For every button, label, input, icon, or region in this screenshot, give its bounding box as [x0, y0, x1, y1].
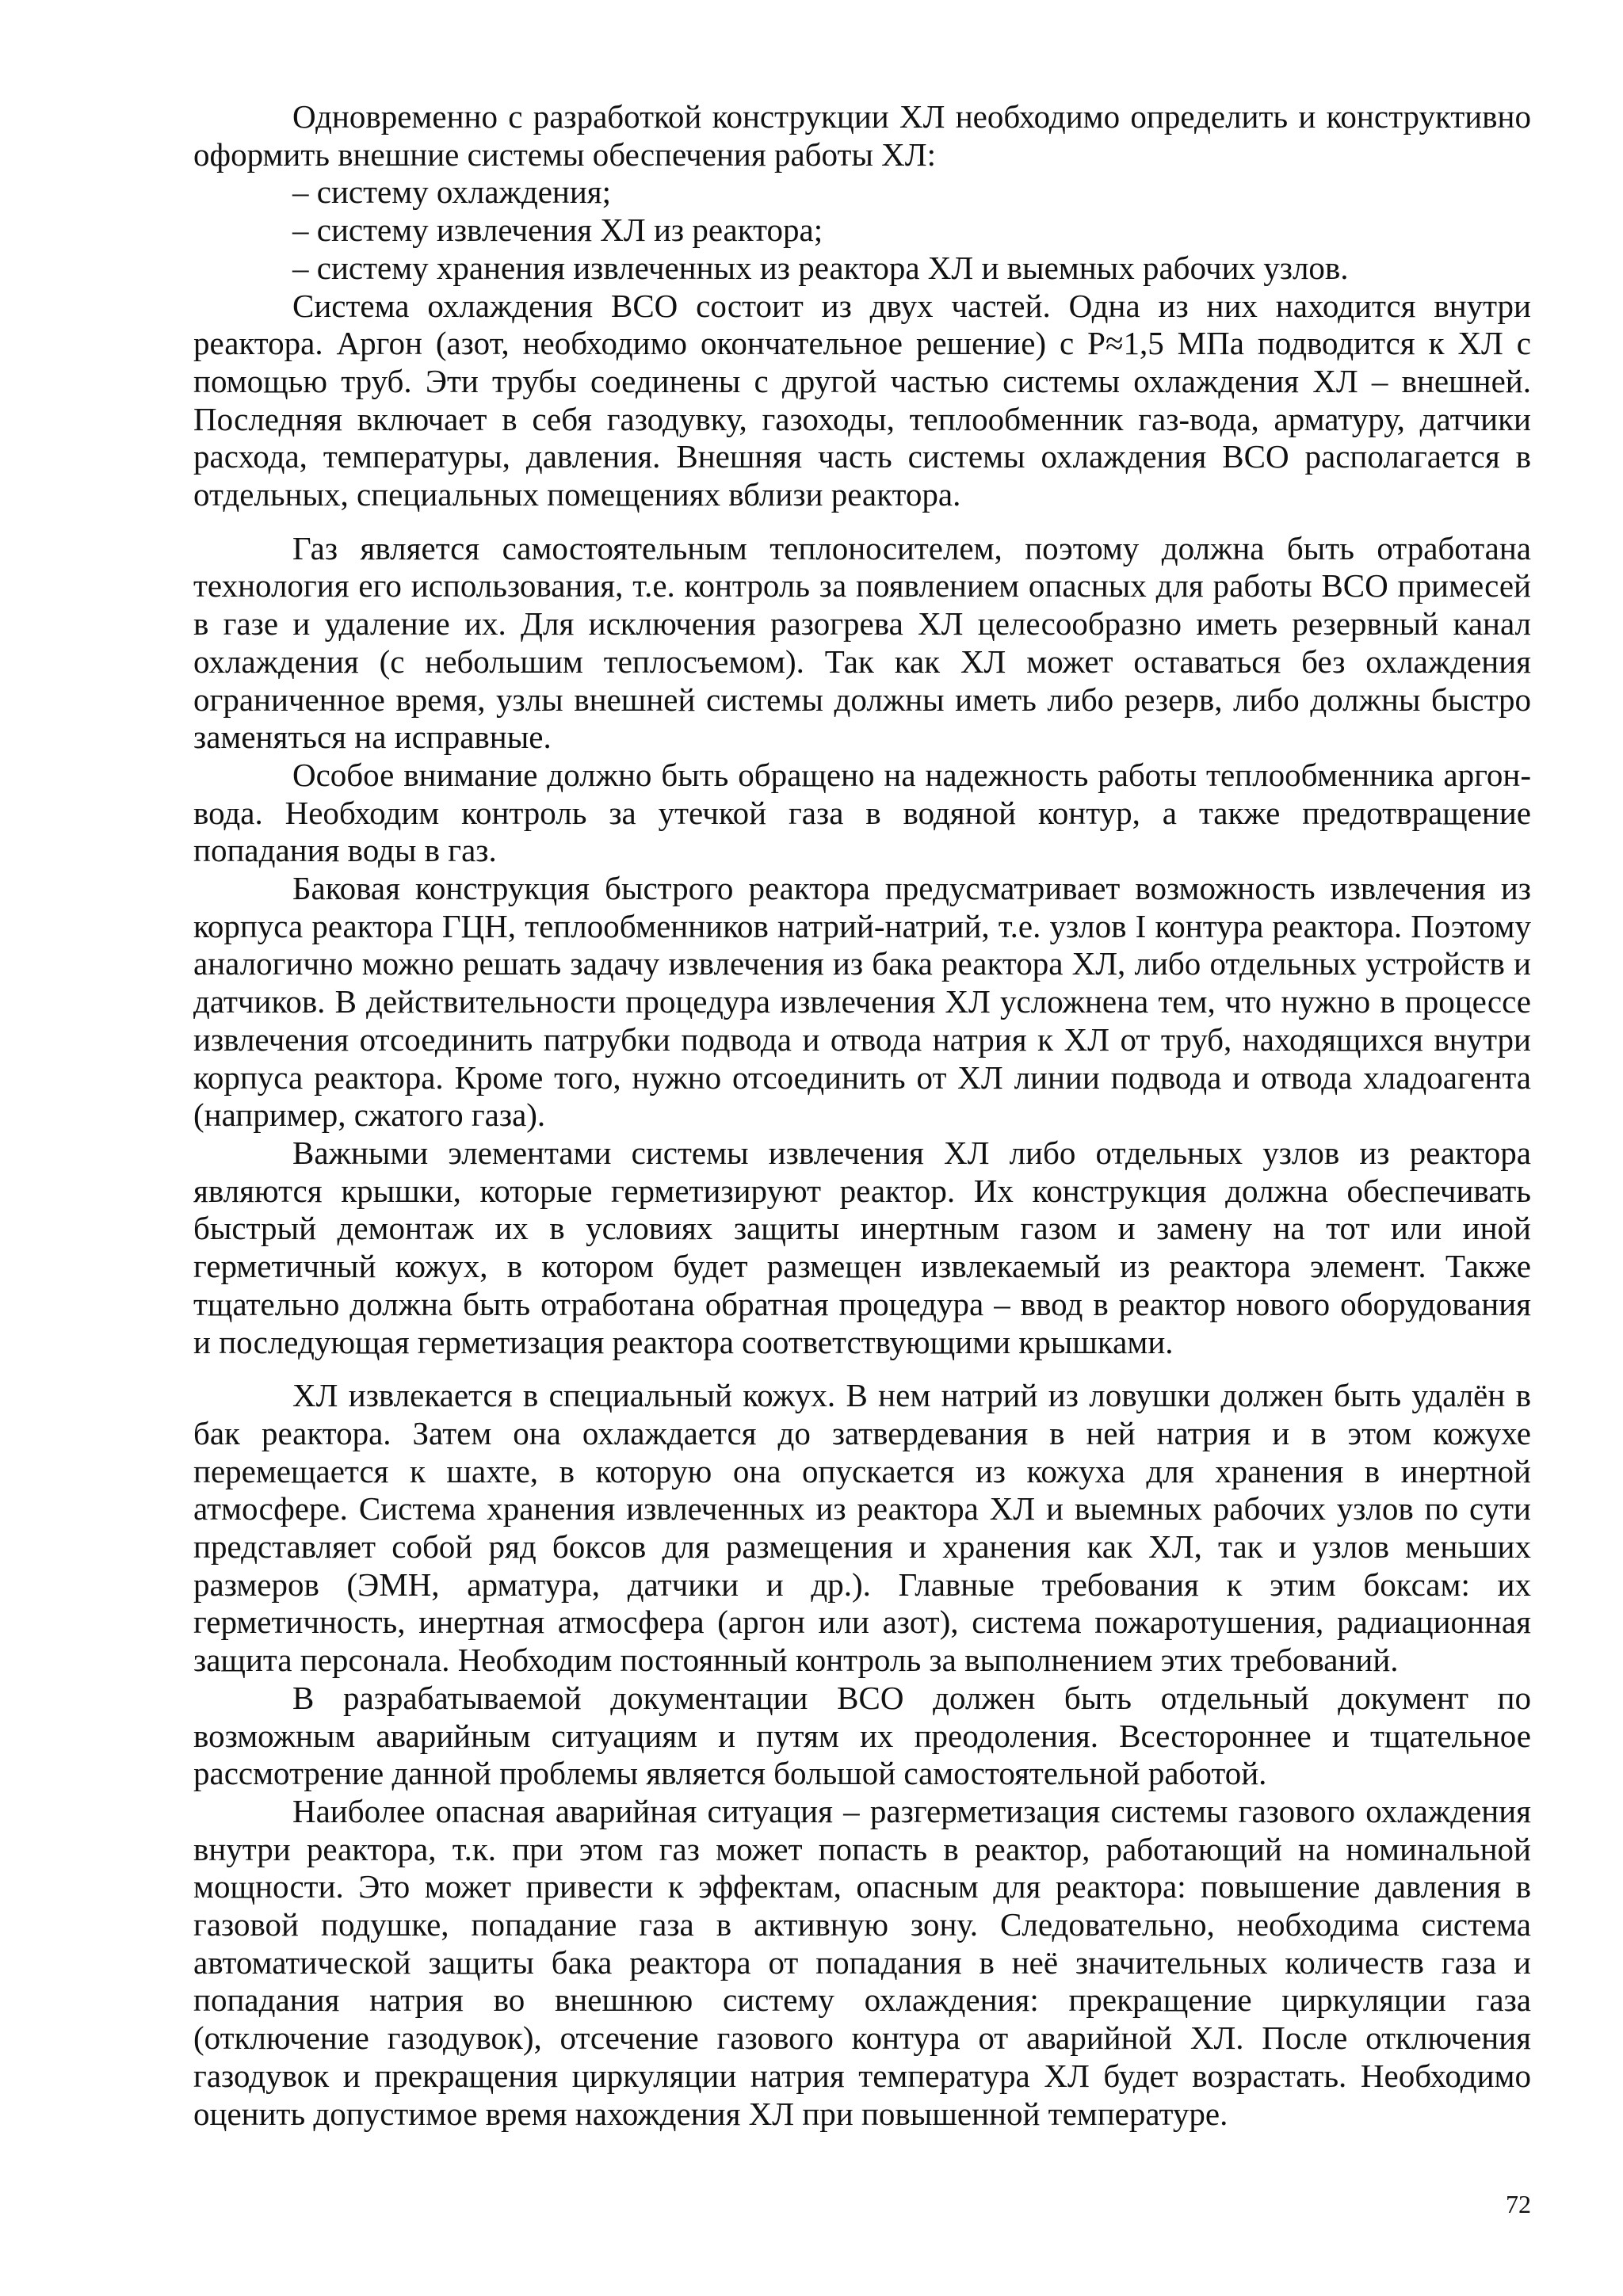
list-item-extraction-system: – систему извлечения ХЛ из реактора;: [292, 212, 823, 249]
list-item-storage-system: – систему хранения извлеченных из реактора ХЛ и выемных рабочих узлов.: [292, 249, 1349, 286]
paragraph-intro: Одновременно с разработкой конструкции ХЛ необходимо определить и конструктивно оформить внешние системы обеспечения работы ХЛ:: [193, 98, 1531, 173]
paragraph-covers: Важными элементами системы извлечения ХЛ либо отдельных узлов из реактора являются крышки, которые герметизируют реактор. Их конструкция должна обеспечивать быстрый демонтаж их в условиях защиты инертным газом и замену на тот или иной герметичный кожух, в котором будет размещен извлекаемый из реактора элемент. Также тщательно должна быть отработана обратная процедура – ввод в реактор нового оборудования и последующая герметизация реактора соответствующими крышками.: [193, 1134, 1531, 1360]
paragraph-heat-exchanger: Особое внимание должно быть обращено на надежность работы теплообменника аргон-вода. Необходим контроль за утечкой газа в водяной контур, а также предотвращение попадания воды в газ.: [193, 756, 1531, 869]
document-body: [193, 98, 1531, 2133]
paragraph-depressurization: Наиболее опасная аварийная ситуация – разгерметизация системы газового охлаждения внутри реактора, т.к. при этом газ может попасть в реактор, работающий на номинальной мощности. Это может привести к эффектам, опасным для реактора: повышение давления в газовой подушке, попадание газа в активную зону. Следовательно, необходима система автоматической защиты бака реактора от попадания в неё значительных количеств газа и попадания натрия во внешнюю систему охлаждения: прекращение циркуляции газа (отключение газодувок), отсечение газового контура от аварийной ХЛ. После отключения газодувок и прекращения циркуляции натрия температура ХЛ будет возрастать. Необходимо оценить допустимое время нахождения ХЛ при повышенной температуре.: [193, 1792, 1531, 2132]
paragraph-gas-coolant: Газ является самостоятельным теплоносителем, поэтому должна быть отработана технология его использования, т.е. контроль за появлением опасных для работы ВСО примесей в газе и удаление их. Для исключения разогрева ХЛ целесообразно иметь резервный канал охлаждения (с небольшим теплосъемом). Так как ХЛ может оставаться без охлаждения ограниченное время, узлы внешней системы должны иметь либо резерв, либо должны быстро заменяться на исправные.: [193, 529, 1531, 756]
paragraph-cooling: Система охлаждения ВСО состоит из двух частей. Одна из них находится внутри реактора. Аргон (азот, необходимо окончательное решение) с P≈1,5 МПа подводится к ХЛ с помощью труб. Эти трубы соединены с другой частью системы охлаждения ХЛ – внешней. Последняя включает в себя газодувку, газоходы, теплообменник газ-вода, арматуру, датчики расхода, температуры, давления. Внешняя часть системы охлаждения ВСО располагается в отдельных, специальных помещениях вблизи реактора.: [193, 287, 1531, 513]
paragraph-emergency-docs: В разрабатываемой документации ВСО должен быть отдельный документ по возможным аварийным ситуациям и путям их преодоления. Всестороннее и тщательное рассмотрение данной проблемы является большой самостоятельной работой.: [193, 1679, 1531, 1792]
page-number: 72: [1506, 2190, 1531, 2218]
list-item-cooling-system: – систему охлаждения;: [292, 174, 612, 211]
paragraph-casing-storage: ХЛ извлекается в специальный кожух. В нем натрий из ловушки должен быть удалён в бак реактора. Затем она охлаждается до затвердевания в ней натрия и в этом кожухе перемещается к шахте, в которую она опускается из кожуха для хранения в инертной атмосфере. Система хранения извлеченных из реактора ХЛ и выемных рабочих узлов по сути представляет собой ряд боксов для размещения и хранения как ХЛ, так и узлов меньших размеров (ЭМН, арматура, датчики и др.). Главные требования к этим боксам: их герметичность, инертная атмосфера (аргон или азот), система пожаротушения, радиационная защита персонала. Необходим постоянный контроль за выполнением этих требований.: [193, 1377, 1531, 1679]
paragraph-tank-design: Баковая конструкция быстрого реактора предусматривает возможность извлечения из корпуса реактора ГЦН, теплообменников натрий-натрий, т.е. узлов I контура реактора. Поэтому аналогично можно решать задачу извлечения из бака реактора ХЛ, либо отдельных устройств и датчиков. В действительности процедура извлечения ХЛ усложнена тем, что нужно в процессе извлечения отсоединить патрубки подвода и отвода натрия к ХЛ от труб, находящихся внутри корпуса реактора. Кроме того, нужно отсоединить от ХЛ линии подвода и отвода хладоагента (например, сжатого газа).: [193, 870, 1531, 1134]
